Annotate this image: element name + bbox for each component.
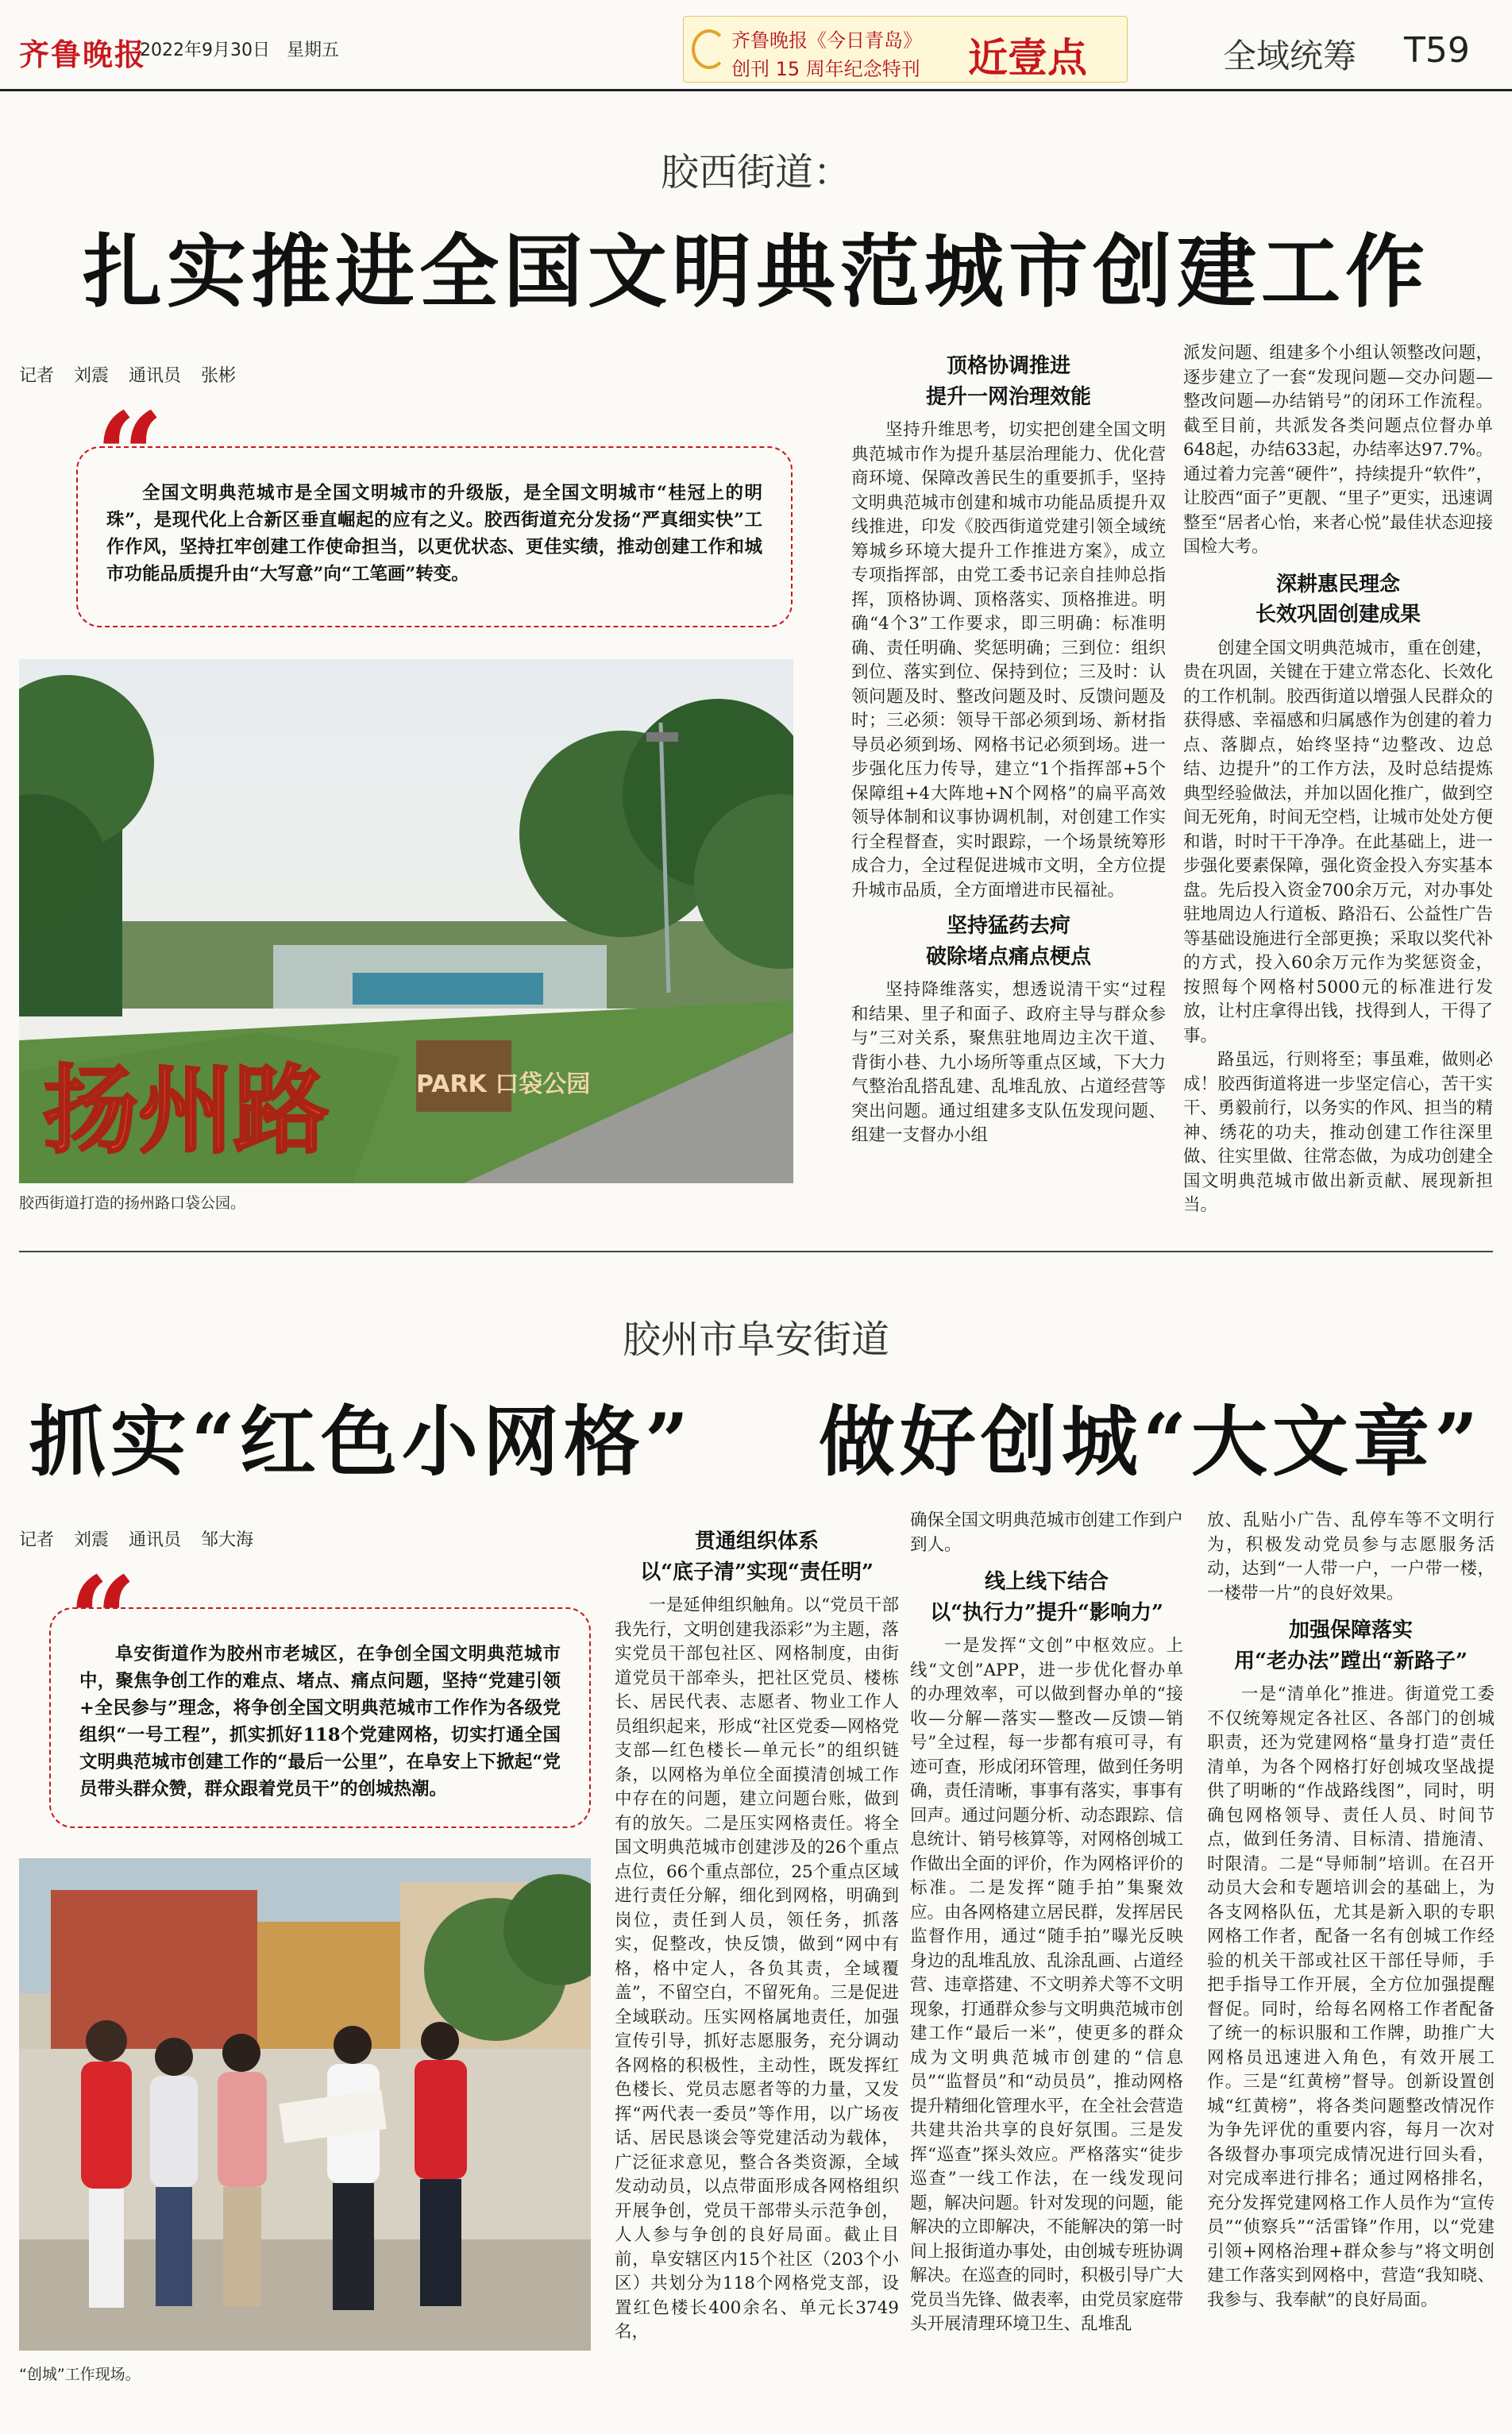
- section-subtitle: 长效巩固创建成果: [1255, 603, 1421, 627]
- paragraph: 坚持降维落实，想透说清干实“过程和结果、里子和面子、政府主导与群众参与”三对关系，聚焦驻地周边主次干道、背街小巷、九小场所等重点区域，下大力气整治乱搭乱建、乱堆乱放、占道经营等突出问题。通过组建多支队伍发现问题、组建一支督办小组: [851, 980, 1166, 1145]
- headline-part2: 做好创城“大文章”: [818, 1397, 1483, 1487]
- headline-part1: 抓实“红色小网格”: [29, 1397, 694, 1487]
- section-title: 加强保障落实: [1288, 1618, 1413, 1642]
- byline-reporter: 刘震: [74, 1530, 110, 1550]
- paragraph: 一是“清单化”推进。街道党工委不仅统筹规定各社区、各部门的创城职责，还为党建网格“量身打造”责任清单，为各个网格打好创城攻坚战提供了明晰的“作战路线图”，同时，明确包网格领导、责任人员、时间节点，做到任务清、目标清、措施清、时限清。二是“导师制”培训。在召开动员大会和专题培训会的基础上，为各支网格队伍，尤其是新入职的专职网格工作者，配备一名有创城工作经验的机关干部或社区干部任导师，手把手指导工作开展，全方位加强提醒督促。同时，给每名网格工作者配备了统一的标识服和工作牌，助推广大网格员迅速进入角色，有效开展工作。三是“红黄榜”督导。创新设置创城“红黄榜”，将各类问题整改情况作为争先评优的重要内容，每月一次对各级督办事项完成情况进行回头看，对完成率进行排名；通过网格排名，充分发挥党建网格工作人员作为“宣传员”“侦察兵”“活雷锋”作用，以“党建引领+网格治理+群众参与”将文明创建工作落实到网格中，营造“我知晓、我参与、我奉献”的良好局面。: [1207, 1684, 1495, 2310]
- weekday-text: 星期五: [286, 41, 339, 60]
- photo2-caption: “创城”工作现场。: [19, 2366, 141, 2383]
- banner-brand: 近壹点: [968, 35, 1087, 81]
- byline-role: 记者: [19, 1530, 55, 1550]
- date-text: 2022年9月30日: [140, 41, 270, 60]
- park-photo-illustration: [19, 659, 793, 1183]
- paragraph: 坚持升维思考，切实把创建全国文明典范城市作为提升基层治理能力、优化营商环境、保障改善民生的重要抓手，坚持文明典范城市创建和城市功能品质提升双线推进，印发《胶西街道党建引领全域统筹城乡环境大提升工作推进方案》，成立专项指挥部，由党工委书记亲自挂帅总指挥，顶格协调、顶格落实、顶格推进。明确“4个3”工作要求，即三明确：标准明确、责任明确、奖惩明确；三到位：组织到位、落实到位、保持到位；三及时：认领问题及时、整改问题及时、反馈问题及时；三必须：领导干部必须到场、新材指导员必须到场、网格书记必须到场。进一步强化压力传导，建立“1个指挥部+5个保障组+4大阵地+N个网格”的扁平高效领导体制和议事协调机制，对创建工作实行全程督查，实时跟踪，一个场景统筹形成合力，全过程促进城市文明，全方位提升城市品质，全方面增进市民福祉。: [851, 420, 1166, 901]
- paragraph: 创建全国文明典范城市，重在创建，贵在巩固，关键在于建立常态化、长效化的工作机制。胶西街道以增强人民群众的获得感、幸福感和归属感作为创建的着力点、落脚点，始终坚持“边整改、边总结、边提升”的工作方法，及时总结提炼典型经验做法，并加以固化推广，做到空间无死角，时间无空档，让城市处处方便和谐，时时干干净净。在此基础上，进一步强化要素保障，强化资金投入夯实基本盘。先后投入资金700余万元，对办事处驻地周边人行道板、路沿石、公益性广告等基础设施进行全部更换；采取以奖代补的方式，投入60余万元作为奖惩资金，按照每个网格村5000元的标准进行发放，让村庄拿得出钱，找得到人，干得了事。: [1183, 638, 1493, 1046]
- photo1-caption: 胶西街道打造的扬州路口袋公园。: [19, 1194, 246, 1212]
- byline-reporter: 刘震: [74, 366, 110, 386]
- section-name: 全域统筹: [1223, 37, 1357, 75]
- section-title: 坚持猛药去疴: [946, 914, 1070, 938]
- article2-column3: [910, 1509, 1183, 2398]
- article2-column2: [615, 1525, 899, 2398]
- banner-line2: 创刊 15 周年纪念特刊: [731, 58, 920, 80]
- swirl-icon: [692, 29, 727, 69]
- section-subtitle: 用“老办法”蹚出“新路子”: [1234, 1649, 1468, 1673]
- section-title: 线上线下结合: [984, 1570, 1109, 1594]
- article2-column4: [1207, 1509, 1495, 2398]
- paragraph: 一是延伸组织触角。以“党员干部我先行，文明创建我添彩”为主题，落实党员干部包社区、网格制度，由街道党员干部牵头，把社区党员、楼栋长、居民代表、志愿者、物业工作人员组织起来，形成“社区党委—网格党支部—红色楼长—单元长”的组织链条，以网格为单位全面摸清创城工作中存在的问题，建立问题台账，做到有的放矢。二是压实网格责任。将全国文明典范城市创建涉及的26个重点点位，66个重点部位，25个重点区域进行责任分解，细化到网格，明确到岗位，责任到人员，领任务，抓落实，促整改，快反馈，做到“网中有格，格中定人，各负其责，全域覆盖”，不留空白，不留死角。三是促进全域联动。压实网格属地责任，加强宣传引导，抓好志愿服务，充分调动各网格的积极性，主动性，既发挥红色楼长、党员志愿者等的力量，又发挥“两代表一委员”等作用，以广场夜话、居民恳谈会等党建活动为载体，广泛征求意见，整合各类资源，全域发动动员，以点带面形成各网格组织开展争创，党员干部带头示范争创，人人参与争创的良好局面。截止目前，阜安辖区内15个社区（203个小区）共划分为118个网格党支部，设置红色楼长400余名、单元长3749名，: [615, 1595, 899, 2342]
- article2-byline: [19, 1526, 268, 1551]
- article2-headline: [0, 1382, 1512, 1491]
- park-photo: [19, 659, 793, 1183]
- page-number: T59: [1404, 30, 1470, 71]
- section-subtitle: 破除堵点痛点梗点: [925, 944, 1091, 969]
- section-title: 深耕惠民理念: [1275, 572, 1400, 596]
- team-photo: [19, 1858, 591, 2351]
- quote-mark-icon: “: [68, 1551, 137, 1691]
- section-subtitle: 以“底子清”实现“责任明”: [640, 1560, 874, 1584]
- anniversary-banner: [683, 16, 1128, 83]
- article1-headline: 扎实推进全国文明典范城市创建工作: [83, 225, 1429, 318]
- byline-role: 通讯员: [129, 366, 182, 386]
- section-title: 顶格协调推进: [946, 354, 1070, 378]
- article1-kicker: 胶西街道：: [660, 150, 851, 195]
- article2-kicker: 胶州市阜安街道: [622, 1317, 889, 1362]
- team-photo-illustration: [19, 1858, 591, 2351]
- sign-small-text: PARK 口袋公园: [416, 1070, 591, 1098]
- paragraph: 确保全国文明典范城市创建工作到户到人。: [910, 1510, 1183, 1555]
- newspaper-logo: 齐鲁晚报: [19, 37, 147, 72]
- article-divider: [19, 1251, 1493, 1252]
- article1-byline: [19, 362, 250, 387]
- masthead-rule: [0, 89, 1512, 91]
- section-subtitle: 提升一网治理效能: [925, 384, 1091, 409]
- article1-lead: 全国文明典范城市是全国文明城市的升级版，是全国文明城市“桂冠上的明珠”，是现代化上合新区垂直崛起的应有之义。胶西街道充分发扬“严真细实快”工作作风，坚持扛牢创建工作使命担当，以更优状态、更佳实绩，推动创建工作和城市功能品质提升由“大写意”向“工笔画”转变。: [76, 446, 793, 627]
- issue-date: [140, 37, 339, 61]
- byline-role: 通讯员: [129, 1530, 182, 1550]
- paragraph: 路虽远，行则将至；事虽难，做则必成！胶西街道将进一步坚定信心，苦干实干、勇毅前行，以务实的作风、担当的精神、绣花的功夫，推动创建工作往深里做、往实里做、往常态做，为成功创建全国文明典范城市做出新贡献、展现新担当。: [1183, 1050, 1493, 1215]
- section-title: 贯通组织体系: [694, 1529, 819, 1553]
- paragraph: 一是发挥“文创”中枢效应。上线“文创”APP，进一步优化督办单的办理效率，可以做到督办单的“接收—分解—落实—整改—反馈—销号”全过程，每一步都有痕可寻，有迹可查，形成闭环管理，做到任务明确，责任清晰，事事有落实，事事有回声。通过问题分析、动态跟踪、信息统计、销号核算等，对网格创城工作做出全面的评价，作为网格评价的标准。二是发挥“随手拍”集聚效应。由各网格建立居民群，发挥居民监督作用，通过“随手拍”曝光反映身边的乱堆乱放、乱涂乱画、占道经营、违章搭建、不文明养犬等不文明现象，打通群众参与文明典范城市创建工作“最后一米”，使更多的群众成为文明典范城市创建的“信息员”“监督员”和“动员员”，推动网格提升精细化管理水平，在全社会营造共建共治共享的良好氛围。三是发挥“巡查”探头效应。严格落实“徒步巡查”一线工作法，在一线发现问题，解决问题。针对发现的问题，能解决的立即解决，不能解决的第一时间上报街道办事处，由创城专班协调解决。在巡查的同时，积极引导广大党员当先锋、做表率，由党员家庭带头开展清理环境卫生、乱堆乱: [910, 1636, 1183, 2334]
- sign-text: 扬州路: [43, 1056, 329, 1167]
- article1-column3: [1183, 341, 1493, 1215]
- paragraph: 放、乱贴小广告、乱停车等不文明行为，积极发动党员参与志愿服务活动，达到“一人带一户，一户带一楼，一楼带一片”的良好效果。: [1207, 1510, 1495, 1603]
- section-subtitle: 以“执行力”提升“影响力”: [930, 1600, 1163, 1625]
- byline-correspondent: 张彬: [201, 366, 237, 386]
- article1-column2: [851, 349, 1166, 1215]
- quote-mark-icon: “: [95, 387, 164, 527]
- paragraph: 派发问题、组建多个小组认领整改问题，逐步建立了一套“发现问题—交办问题—整改问题—办结销号”的闭环工作流程。截至目前，共派发各类问题点位督办单648起，办结633起，办结率达97.7%。通过着力完善“硬件”，持续提升“软件”，让胶西“面子”更靓、“里子”更实，迅速调整至“居者心怡，来者心悦”最佳状态迎接国检大考。: [1183, 343, 1493, 557]
- byline-role: 记者: [19, 366, 55, 386]
- banner-line1: 齐鲁晚报《今日青岛》: [731, 29, 922, 52]
- byline-correspondent: 邹大海: [201, 1530, 254, 1550]
- article2-lead: 阜安街道作为胶州市老城区，在争创全国文明典范城市中，聚焦争创工作的难点、堵点、痛点问题，坚持“党建引领+全民参与”理念，将争创全国文明典范城市工作作为各级党组织“一号工程”，抓实抓好118个党建网格，切实打通全国文明典范城市创建工作的“最后一公里”，在阜安上下掀起“党员带头群众赞，群众跟着党员干”的创城热潮。: [49, 1607, 591, 1828]
